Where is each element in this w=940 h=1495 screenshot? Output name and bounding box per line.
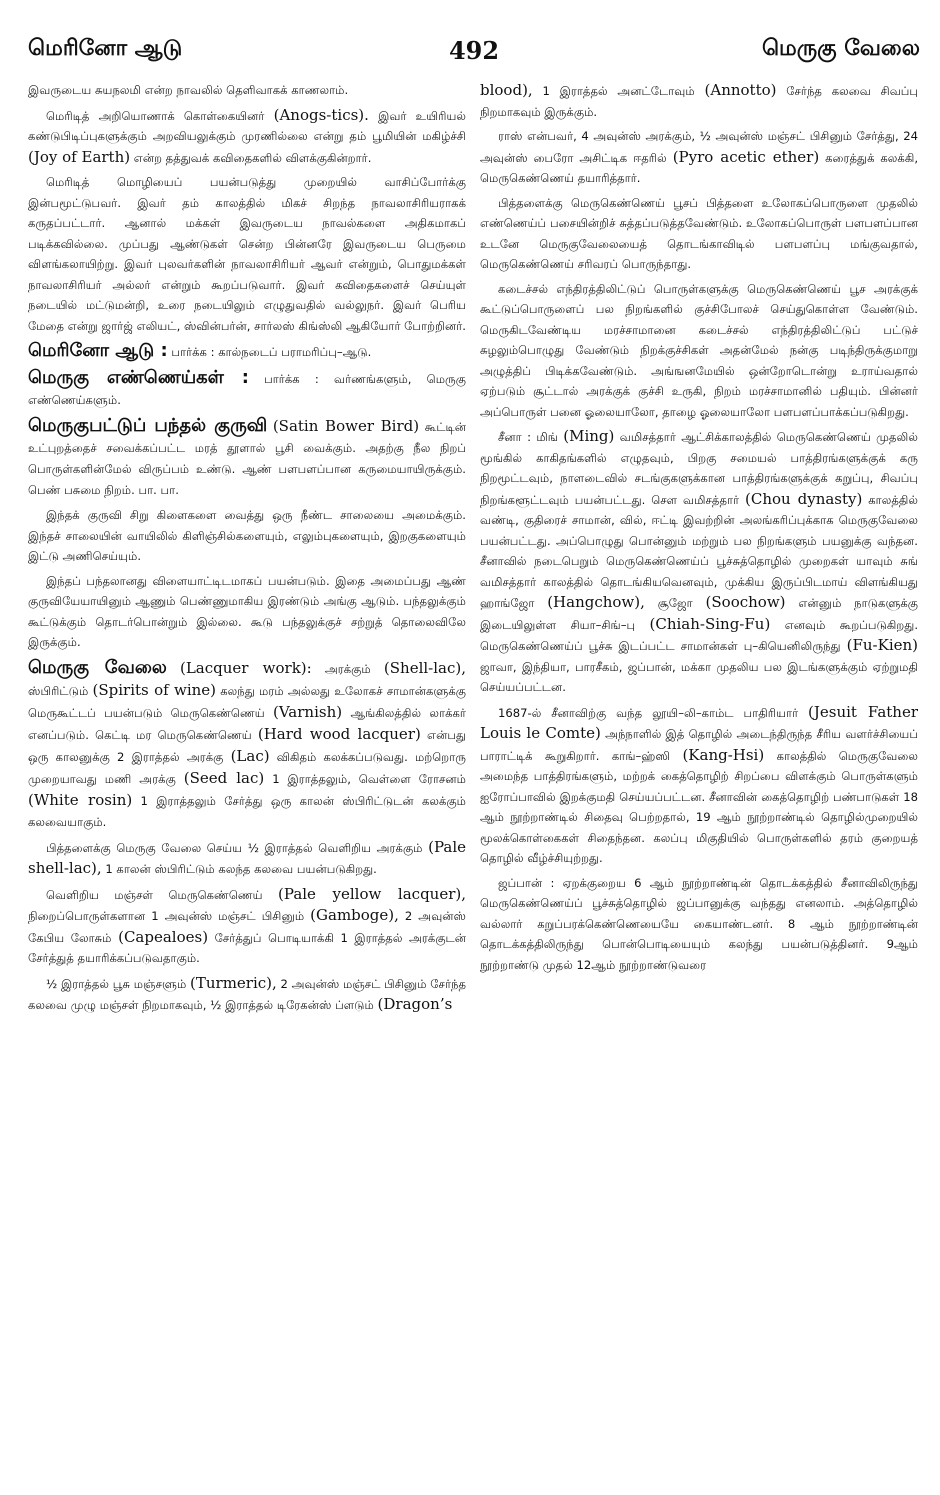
paragraph: வெளிறிய மஞ்சள் மெருகெண்ணெய் (Pale yellow lacquer), நிறைப்பொருள்களான 1 அவுன்ஸ் மஞ்சட் பிசினும் (Gamboge), 2 அவுன்ஸ் கேபிய லோசும் (Capealoes) சேர்த்துப் பொடியாக்கி 1 இராத்தல் அரக்குடன் சேர்த்துத் தயாரிக்கப்படுவதாகும். [28, 884, 466, 965]
paragraph: மெரிடித் அறியொணாக் கொள்கையினர் (Anogs-tics). இவர் உயிரியல் கண்டுபிடிப்புகளுக்கும் அறவியலுக்கும் முரணில்லை என்று தம் பூமியின் மகிழ்ச்சி (Joy of Earth) என்ற தத்துவக் கவிதைகளில் விளக்குகின்றார். [28, 105, 466, 166]
entry-polish-oils [28, 367, 466, 411]
paragraph: ராஸ் என்பவர், 4 அவுன்ஸ் அரக்கும், ½ அவுன்ஸ் மஞ்சட் பிசினும் சேர்த்து, 24 அவுன்ஸ் பைரோ அசிட்டிக ஈதரில் (Pyro acetic ether) கரைத்துக் கலக்கி, மெருகெண்ணெய் தயாரித்தார். [480, 129, 918, 185]
paragraph-china: சீனா : மிங் (Ming) வமிசத்தார் ஆட்சிக்காலத்தில் மெருகெண்ணெய் முதலில் மூங்கில் காகிதங்களில் எழுதவும், பிறகு சமையல் பாத்திரங்களுக்குக் கரு நிறமூட்டவும், நாளடைவில் சடங்குகளுக்கான பாத்திரங்களுக்குக் கறுப்பு, சிவப்பு நிறங்களூட்டவும் பயன்பட்டது. சௌ வமிசத்தார் (Chou dynasty) காலத்தில் வண்டி, குதிரைச் சாமான், வில், ஈட்டி இவற்றின் அலங்கரிப்புக்காக மெருகுவேலை பயன்பட்டது. அப்பொழுது பொன்னும் மற்றும் பல நிறங்களும் பயனுக்கு வந்தன. சீனாவில் நடைபெறும் மெருகெண்ணெய்ப் பூச்சுத்தொழில் முறைகள் யாவும் சுங் வமிசத்தார் காலத்தில் தொடங்கியவெனவும், முக்கிய இருப்பிடமாய் விளங்கியது ஹாங்ஜோ (Hangchow), சூஜோ (Soochow) என்னும் நாடுகளுக்கு இடையிலுள்ள சியா–சிங்–பு (Chiah-Sing-Fu) எனவும் கூறப்படுகிறது. மெருகெண்ணெய்ப் பூச்சு இடப்பட்ட சாமான்கள் பு–கியெனிலிருந்து (Fu-Kien) ஜாவா, இந்தியா, பாரசீகம், ஜப்பான், மக்கா முதலிய பல இடங்களுக்கும் ஏற்றுமதி செய்யப்பட்டன. [480, 427, 918, 694]
paragraph: இவருடைய சுயநலமி என்ற நாவலில் தெளிவாகக் காணலாம். [28, 83, 349, 97]
entry-satin-bower-bird: மெருகுபட்டுப் பந்தல் குருவி (Satin Bower Bird) கூட்டின் உட்புறத்தைச் சவைக்கப்பட்ட மரத் தூளால் பூசி வைக்கும். அதற்கு நீல நிறப் பொருள்களின்மேல் விருப்பம் உண்டு. ஆண் பளபளப்பான கருமையாயிருக்கும். பெண் பசுமை நிறம். பா. பா. [28, 415, 466, 497]
right-column [480, 80, 918, 1020]
header-right-title: மெருகு வேலை [761, 36, 920, 61]
paragraph: பித்தளைக்கு மெருகு வேலை செய்ய ½ இராத்தல் வெளிறிய அரக்கும் (Pale shell-lac), 1 காலன் ஸ்பிரிட்டும் கலந்த கலவை பயன்படுகிறது. [28, 837, 466, 877]
entry-heading: மெரினோ ஆடு : [28, 340, 168, 361]
page-number: 492 [448, 35, 500, 65]
paragraph: ½ இராத்தல் பூசு மஞ்சளும் (Turmeric), 2 அவுன்ஸ் மஞ்சட் பிசினும் சேர்ந்த கலவை முழு மஞ்சள் நிறமாகவும், ½ இராத்தல் டிரேகன்ஸ் ப்ளடும் (Dragon’s [28, 973, 466, 1013]
paragraph: 1687-ல் சீனாவிற்கு வந்த லூயி–லி–காம்ட பாதிரியார் (Jesuit Father Louis le Comte) அந்நாளில் இத் தொழில் அடைந்திருந்த சீரிய வளர்ச்சியைப் பாராட்டிக் கூறுகிறார். காங்–ஹ்ஸி (Kang-Hsi) காலத்தில் மெருகுவேலை அமைந்த பாத்திரங்களும், மற்றக் கைத்தொழிற் சிறப்பை விளக்கும் பொருள்களும் ஐரோப்பாவில் இறக்குமதி செய்யப்பட்டன. சீனாவின் கைத்தொழிற் பண்பாடுகள் 18 ஆம் நூற்றாண்டில் சிதைவு பெற்றதால், 19 ஆம் நூற்றாண்டில் தொழில்முறையில் மூலக்கொள்கைகள் சிதைந்தன. கலப்பு மிகுதியில் பொருள்களில் தரம் குறையத் தொழில் வீழ்ச்சியுற்றது. [480, 702, 918, 865]
entry-heading: மெருகு வேலை [28, 656, 167, 678]
paragraph-japan: ஜப்பான் : ஏறக்குறைய 6 ஆம் நூற்றாண்டின் தொடக்கத்தில் சீனாவிலிருந்து மெருகெண்ணெய்ப் பூச்சுத்தொழில் ஜப்பானுக்கு வந்தது எனலாம். அத்தொழில் வல்லார் கறுப்பரக்கெண்ணெயையே கையாண்டனர். 8 ஆம் நூற்றாண்டின் தொடக்கத்திலிருந்து பொன்பொடியையும் கலந்து பயன்படுத்தினர். 9ஆம் நூற்றாண்டு முதல் 12ஆம் நூற்றாண்டுவரை [480, 875, 918, 972]
page-header [28, 30, 920, 70]
paragraph: இந்தப் பந்தலானது விளையாட்டிடமாகப் பயன்படும். இதை அமைப்பது ஆண் குருவியேயாயினும் ஆணும் பெண்ணுமாகிய இரண்டும் அங்கு ஆடும். பந்தலுக்கும் கூட்டுக்கும் தொடர்பொன்றும் இல்லை. கூடு பந்தலுக்குச் சற்றுத் தொலைவிலே இருக்கும். [28, 573, 466, 649]
paragraph: பித்தளைக்கு மெருகெண்ணெய் பூசப் பித்தளை உலோகப்பொருளை முதலில் எண்ணெய்ப் பசையின்றிச் சுத்தப்படுத்தவேண்டும். உலோகப்பொருள் பளபளப்பான உடனே மெருகுவேலையைத் தொடங்காவிடில் பளபளப்பு மங்குவதால், மெருகெண்ணெய் சரிவரப் பொருந்தாது. [480, 195, 918, 271]
entry-heading: மெருகு எண்ணெய்கள் : [28, 367, 249, 388]
entry-heading: மெருகுபட்டுப் பந்தல் குருவி [28, 415, 268, 436]
paragraph: கடைச்சல் எந்திரத்திலிட்டுப் பொருள்களுக்கு மெருகெண்ணெய் பூச அரக்குக் கூட்டுப்பொருளைப் பல நிறங்களில் குச்சிபோலச் செய்துகொள்ள வேண்டும். மெருகிடவேண்டிய மரச்சாமானை கடைச்சல் எந்திரத்திலிட்டுப் பட்டுச் சுழலும்பொழுது வேண்டும் நிறக்குச்சிகள் அதன்மேல் நன்கு படிந்திருக்குமாறு அழுத்திப் பிடிக்கவேண்டும். அங்ஙனமேயில் ஒன்றோடொன்று உராய்வதால் ஏற்படும் சூட்டால் அரக்குக் குச்சி உருகி, நிறம் மரச்சாமானில் பதியும். பின்னர் அப்பொருள் பனை ஓலையாலோ, தாழை ஓலையாலோ பளபளப்பாக்கப்படுகிறது. [480, 281, 918, 419]
entry-text: பார்க்க : வர்ணங்களும், மெருகு எண்ணெய்களும். [28, 372, 466, 407]
entry-merino-sheep [28, 340, 466, 363]
entry-text: பார்க்க : கால்நடைப் பராமரிப்பு–ஆடு. [171, 345, 372, 359]
text-columns [28, 80, 920, 1020]
left-column [28, 80, 466, 1020]
entry-text: கூட்டின் உட்புறத்தைச் சவைக்கப்பட்ட மரத் தூளால் பூசி வைக்கும். அதற்கு நீல நிறப் பொருள்களின்மேல் விருப்பம் உண்டு. ஆண் பளபளப்பான கருமையாயிருக்கும். பெண் பசுமை நிறம். பா. பா. [28, 420, 466, 497]
paragraph: மெரிடித் மொழியைப் பயன்படுத்து முறையில் வாசிப்போர்க்கு இன்பமூட்டுபவர். இவர் தம் காலத்தில் மிகச் சிறந்த நாவலாசிரியராகக் கருதப்பட்டார். ஆனால் மக்கள் இவருடைய நாவல்களை அதிகமாகப் படிக்கவில்லை. முப்பது ஆண்டுகள் சென்ற பின்னரே இவருடைய பெருமை விளங்கலாயிற்று. இவர் புலவர்களின் நாவலாசிரியர் ஆவர் என்றும், பொதுமக்கள் நாவலாசிரியர் அல்லர் என்றும் கூறப்படுவார். இவர் கவிதைகளைச் செய்யுள் நடையில் மட்டுமன்றி, உரை நடையிலும் எழுதுவதில் வல்லுநர். இவர் பெரிய மேதை என்று ஜார்ஜ் எலியட், ஸ்வின்பர்ன், சார்லஸ் கிங்ஸ்லி ஆகியோர் போற்றினர். [28, 175, 466, 333]
header-left-title: மெரினோ ஆடு [28, 36, 183, 61]
paragraph: blood), 1 இராத்தல் அனட்டோவும் (Annotto) சேர்ந்த கலவை சிவப்பு நிறமாகவும் இருக்கும். [480, 81, 918, 119]
entry-lacquer-work: மெருகு வேலை (Lacquer work): அரக்கும் (Shell-lac), ஸ்பிரிட்டும் (Spirits of wine) கலந்து மரம் அல்லது உலோகச் சாமான்களுக்கு மெருகூட்டப் பயன்படும் மெருகெண்ணெய் (Varnish) ஆங்கிலத்தில் லாக்கர் எனப்படும். கெட்டி மர மெருகெண்ணெய் (Hard wood lacquer) என்பது ஒரு காலனுக்கு 2 இராத்தல் அரக்கு (Lac) விகிதம் கலக்கப்படுவது. மற்றொரு முறையாவது மணி அரக்கு (Seed lac) 1 இராத்தலும், வெள்ளை ரோசனம் (White rosin) 1 இராத்தலும் சேர்த்து ஒரு காலன் ஸ்பிரிட்டுடன் கலக்கும் கலவையாகும். [28, 656, 466, 829]
paragraph: இந்தக் குருவி சிறு கிளைகளை வைத்து ஒரு நீண்ட சாலையை அமைக்கும். இந்தச் சாலையின் வாயிலில் கிளிஞ்சில்களையும், எலும்புகளையும், இறகுகளையும் இட்டு அணிசெய்யும். [28, 508, 466, 563]
